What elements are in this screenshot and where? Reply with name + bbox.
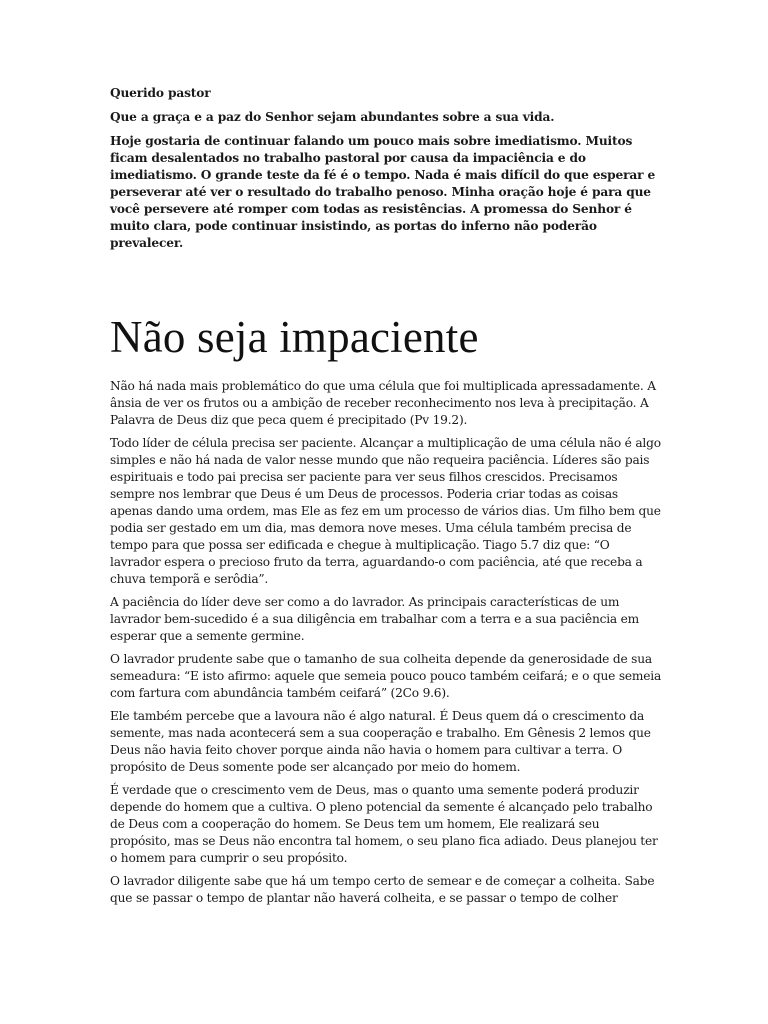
paragraph: A paciência do líder deve ser como a do lavrador. As principais características de um lavrador bem-sucedido é a sua diligência em trabalhar com a terra e a sua paciência em esperar que a semente germine.: [110, 595, 640, 643]
article-title: Não seja impaciente: [110, 312, 479, 362]
article-body: [110, 378, 662, 907]
blessing: Que a graça e a paz do Senhor sejam abundantes sobre a sua vida.: [110, 110, 555, 124]
paragraph: Não há nada mais problemático do que uma célula que foi multiplicada apressadamente. A ânsia de ver os frutos ou a ambição de receber reconhecimento nos leva à precipitação. A Palavra de Deus diz que peca quem é precipitado (Pv 19.2).: [110, 379, 656, 427]
paragraph: Ele também percebe que a lavoura não é algo natural. É Deus quem dá o crescimento da semente, mas nada acontecerá sem a sua cooperação e trabalho. Em Gênesis 2 lemos que Deus não havia feito chover porque ainda não havia o homem para cultivar a terra. O propósito de Deus somente pode ser alcançado por meio do homem.: [110, 709, 651, 774]
intro-message: Hoje gostaria de continuar falando um pouco mais sobre imediatismo. Muitos ficam desalentados no trabalho pastoral por causa da impaciência e do imediatismo. O grande teste da fé é o tempo. Nada é mais difícil do que esperar e perseverar até ver o resultado do trabalho penoso. Minha oração hoje é para que você persevere até romper com todas as resistências. A promessa do Senhor é muito clara, pode continuar insistindo, as portas do inferno não poderão prevalecer.: [110, 134, 656, 250]
intro-letter: [110, 85, 662, 252]
paragraph: É verdade que o crescimento vem de Deus, mas o quanto uma semente poderá produzir depende do homem que a cultiva. O pleno potencial da semente é alcançado pelo trabalho de Deus com a cooperação do homem. Se Deus tem um homem, Ele realizará seu propósito, mas se Deus não encontra tal homem, o seu plano fica adiado. Deus planejou ter o homem para cumprir o seu propósito.: [110, 783, 658, 865]
document-page: [110, 85, 662, 913]
paragraph: O lavrador prudente sabe que o tamanho de sua colheita depende da generosidade de sua semeadura: “E isto afirmo: aquele que semeia pouco pouco também ceifará; e o que semeia com fartura com abundância também ceifará” (2Co 9.6).: [110, 652, 662, 700]
paragraph: O lavrador diligente sabe que há um tempo certo de semear e de começar a colheita. Sabe que se passar o tempo de plantar não haverá colheita, e se passar o tempo de colher: [110, 874, 655, 905]
paragraph: Todo líder de célula precisa ser paciente. Alcançar a multiplicação de uma célula não é algo simples e não há nada de valor nesse mundo que não requeira paciência. Líderes são pais espirituais e todo pai precisa ser paciente para ver seus filhos crescidos. Precisamos sempre nos lembrar que Deus é um Deus de processos. Poderia criar todas as coisas apenas dando uma ordem, mas Ele as fez em um processo de vários dias. Um filho bem que podia ser gestado em um dia, mas demora nove meses. Uma célula também precisa de tempo para que possa ser edificada e chegue à multiplicação. Tiago 5.7 diz que: “O lavrador espera o precioso fruto da terra, aguardando-o com paciência, até que receba a chuva temporã e serôdia”.: [110, 436, 661, 586]
greeting: Querido pastor: [110, 86, 211, 100]
